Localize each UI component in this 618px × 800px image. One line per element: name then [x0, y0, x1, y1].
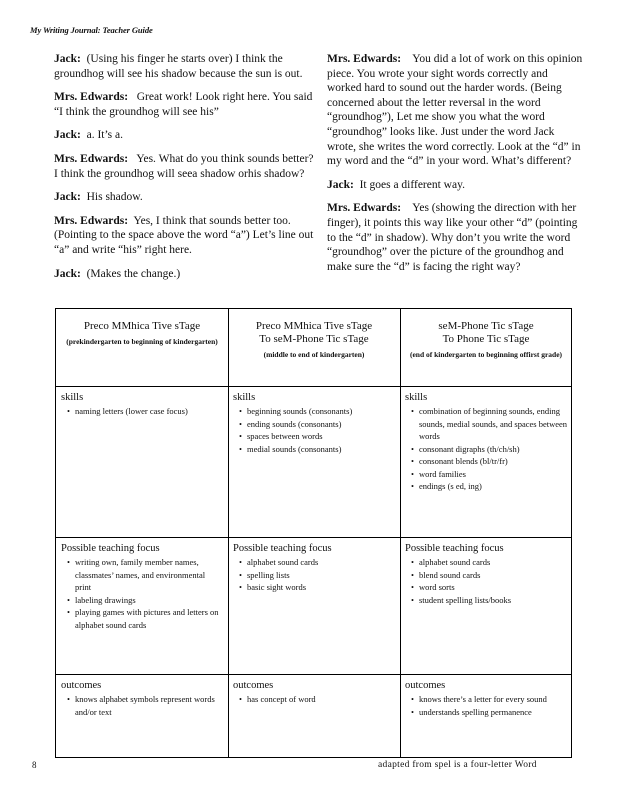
speaker-name: Jack: — [54, 191, 81, 204]
list-item: • blend sound cards — [419, 569, 569, 582]
dialogue-text: Great work! Look right here. You said “I think the groundhog will see his” — [54, 91, 313, 118]
speaker-name: Jack: — [54, 267, 81, 280]
speaker-name: Jack: — [54, 53, 81, 65]
row-label: Possible teaching focus — [233, 543, 332, 554]
dialogue-text: Yes. What do you think sounds better? I think the groundhog will seea shadow orhis shadow? — [54, 152, 314, 180]
table-cell — [233, 391, 395, 455]
dialogue-line — [54, 90, 316, 119]
bullet-list — [61, 693, 223, 718]
stage-title: Preco MMhica Tive sTage — [255, 320, 373, 332]
bullet-list — [61, 556, 223, 631]
list-item: • has concept of word — [247, 693, 395, 706]
bullet-list — [61, 405, 223, 418]
speaker-name: Mrs. Edwards: — [54, 152, 129, 165]
list-item: • knows alphabet symbols represent words and/or text — [75, 693, 223, 718]
stage-title-line2: To seM-Phone Tic sTage — [259, 333, 369, 345]
list-item: • knows there’s a letter for every sound — [419, 693, 569, 706]
table-cell — [61, 391, 223, 418]
spelling-stages-table — [55, 308, 572, 758]
stage-grade-range: (prekindergarten to beginning of kindergarten) — [66, 337, 218, 346]
speaker-name: Mrs. Edwards: — [327, 53, 402, 65]
table-cell — [405, 542, 569, 606]
row-label: skills — [233, 392, 256, 403]
list-item: • medial sounds (consonants) — [247, 443, 395, 456]
dialogue-line — [54, 52, 316, 81]
table-divider — [56, 674, 571, 675]
dialogue-text: His shadow. — [86, 191, 143, 204]
dialogue-text: (Makes the change.) — [86, 267, 181, 280]
bullet-list — [233, 405, 395, 455]
dialogue-line — [54, 214, 316, 258]
stage-grade-range: (middle to end of kindergarten) — [263, 350, 365, 359]
dialogue-line — [54, 267, 316, 282]
list-item: • understands spelling permanence — [419, 706, 569, 719]
dialogue-right-column — [327, 52, 585, 283]
table-cell — [405, 679, 569, 718]
speaker-name: Mrs. Edwards: — [327, 202, 402, 215]
table-cell — [233, 679, 395, 706]
list-item: • endings (s ed, ing) — [419, 480, 569, 493]
bullet-list — [233, 556, 395, 594]
row-label: Possible teaching focus — [61, 543, 160, 554]
row-label: skills — [405, 392, 428, 403]
stage-grade-range: (end of kindergarten to beginning offirst grade) — [409, 350, 563, 359]
list-item: • student spelling lists/books — [419, 594, 569, 607]
stage-title: seM-Phone Tic sTage — [438, 320, 534, 332]
bullet-list — [405, 405, 569, 493]
speaker-name: Mrs. Edwards: — [54, 91, 129, 104]
row-label: skills — [61, 392, 84, 403]
bullet-list — [233, 693, 395, 706]
list-item: • writing own, family member names, classmates’ names, and environmental print — [75, 556, 223, 594]
list-item: • beginning sounds (consonants) — [247, 405, 395, 418]
dialogue-text: (Using his finger he starts over) I think the groundhog will see his shadow because the sun is out. — [54, 53, 303, 80]
dialogue-text: a. It’s a. — [86, 129, 123, 142]
dialogue-line — [327, 201, 585, 274]
list-item: • basic sight words — [247, 581, 395, 594]
list-item: • spelling lists — [247, 569, 395, 582]
list-item: • labeling drawings — [75, 594, 223, 607]
table-cell — [61, 679, 223, 718]
bullet-list — [405, 693, 569, 718]
table-divider — [56, 537, 571, 538]
list-item: • naming letters (lower case focus) — [75, 405, 223, 418]
row-label: outcomes — [233, 680, 274, 691]
stage-header — [56, 309, 228, 386]
speaker-name: Jack: — [327, 178, 354, 191]
stage-title: Preco MMhica Tive sTage — [83, 320, 201, 332]
stage-header — [400, 309, 572, 386]
list-item: • alphabet sound cards — [247, 556, 395, 569]
table-divider — [56, 386, 571, 387]
dialogue-line — [54, 190, 316, 205]
list-item: • word sorts — [419, 581, 569, 594]
speaker-name: Jack: — [54, 129, 81, 142]
row-label: Possible teaching focus — [405, 543, 504, 554]
stage-header — [228, 309, 400, 386]
dialogue-line — [327, 178, 585, 193]
list-item: • ending sounds (consonants) — [247, 418, 395, 431]
list-item: • alphabet sound cards — [419, 556, 569, 569]
list-item: • consonant digraphs (th/ch/sh) — [419, 443, 569, 456]
list-item: • combination of beginning sounds, ending sounds, medial sounds, and spaces between words — [419, 405, 569, 443]
dialogue-text: Yes (showing the direction with her finger), it points this way like your other “d” (pointing to the “d” in shadow). Why don’t you write the word “groundhog” over the picture of the groundhog and make sure the “d” is facing the right way? — [327, 202, 578, 273]
dialogue-line — [54, 152, 316, 181]
list-item: • spaces between words — [247, 430, 395, 443]
dialogue-left-column — [54, 52, 316, 290]
table-cell — [61, 542, 223, 631]
row-label: outcomes — [61, 680, 102, 691]
bullet-list — [405, 556, 569, 606]
table-cell — [233, 542, 395, 594]
list-item: • playing games with pictures and letters on alphabet sound cards — [75, 606, 223, 631]
table-cell — [405, 391, 569, 493]
dialogue-text: Yes, I think that sounds better too. (Pointing to the space above the word “a”) Let’s line out “a” and write “his” right here. — [54, 214, 314, 256]
source-credit: adapted from spel is a four-letter Word — [378, 760, 537, 770]
dialogue-line — [327, 52, 585, 169]
page-number: 8 — [32, 760, 37, 770]
row-label: outcomes — [405, 680, 446, 691]
page-header: My Writing Journal: Teacher Guide — [30, 25, 153, 35]
speaker-name: Mrs. Edwards: — [54, 214, 129, 227]
dialogue-line — [54, 128, 316, 143]
dialogue-text: It goes a different way. — [359, 178, 465, 191]
list-item: • consonant blends (bl/tr/fr) — [419, 455, 569, 468]
dialogue-text: You did a lot of work on this opinion piece. You wrote your sight words correctly and worked hard to sound out the harder words. (Being concerned about the letter reversal in the word “groundhog”), Let me show you what the word “groundhog” looks like. Just under the word Jack wrote, she writes the word correctly. Look at the “d” in my word and the “d” in your word. What’s different? — [327, 53, 583, 168]
stage-title-line2: To Phone Tic sTage — [442, 333, 530, 345]
list-item: • word families — [419, 468, 569, 481]
